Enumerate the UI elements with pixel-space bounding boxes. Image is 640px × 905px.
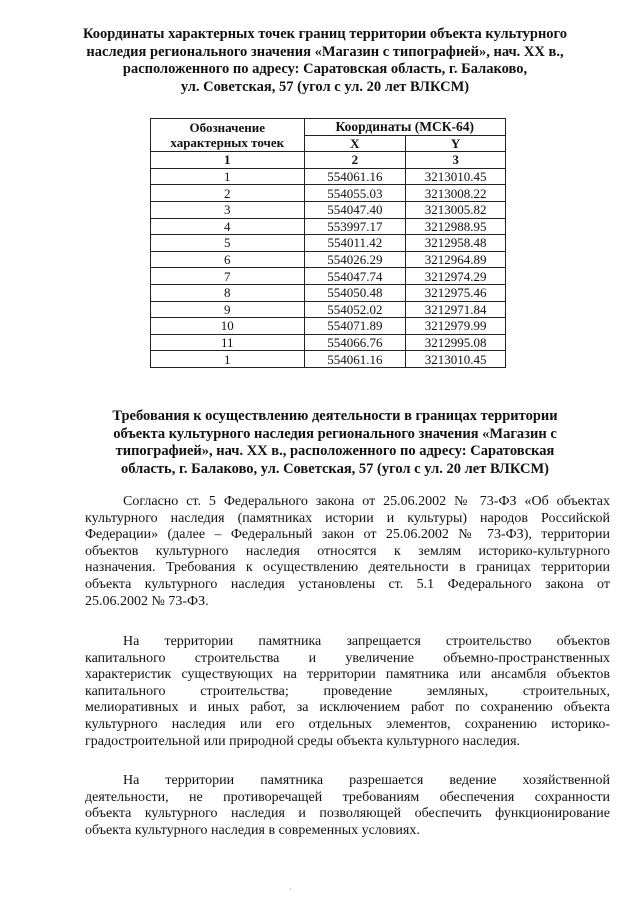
cell-point: 1	[151, 168, 305, 185]
cell-x: 554011.42	[304, 235, 406, 252]
title-line: ул. Советская, 57 (угол с ул. 20 лет ВЛКСМ)	[180, 78, 470, 95]
table-row	[151, 251, 506, 268]
paragraph-line: На территории памятника разрешается ведение хозяйственной	[123, 773, 610, 788]
cell-point: 7	[151, 268, 305, 285]
cell-point: 6	[151, 251, 305, 268]
header-col-number: 1	[151, 152, 305, 169]
header-point-name	[151, 119, 305, 152]
cell-y: 3212964.89	[406, 251, 506, 268]
requirements-title-line: область, г. Балаково, ул. Советская, 57 (угол с ул. 20 лет ВЛКСМ)	[120, 460, 550, 477]
paragraph-line: Согласно ст. 5 Федерального закона от 25.06.2002 № 73-ФЗ «Об объектах	[123, 494, 610, 509]
cell-y: 3212995.08	[406, 334, 506, 351]
paragraph-line: объектов культурного наследия относятся к землям историко-культурного	[85, 543, 610, 559]
cell-point: 4	[151, 218, 305, 235]
header-point-name-line2: характерных точек	[170, 135, 285, 151]
cell-x: 554052.02	[304, 301, 406, 318]
coordinates-title	[70, 26, 580, 96]
requirements-title-line: объекта культурного наследия регионального значения «Магазин с	[113, 425, 557, 442]
cell-point: 1	[151, 351, 305, 368]
table-row	[151, 284, 506, 301]
title-line: расположенного по адресу: Саратовская область, г. Балаково,	[122, 61, 528, 77]
header-y: Y	[406, 135, 506, 152]
paragraph-line: объекта культурного наследия установлены ст. 5.1 Федерального закона от	[85, 576, 610, 592]
cell-x: 554066.76	[304, 334, 406, 351]
paragraph-line: градостроительной или природной среды объекта культурного наследия.	[85, 733, 521, 749]
paragraph-line: назначения. Требования к осуществлению деятельности в границах территории	[85, 560, 610, 576]
cell-point: 9	[151, 301, 305, 318]
requirements-title-line: Требования к осуществлению деятельности в границах территории	[112, 408, 558, 424]
cell-y: 3212988.95	[406, 218, 506, 235]
paragraph-line: характеристик существующих на территории памятника или ансамбля объектов	[85, 667, 610, 683]
cell-y: 3212979.99	[406, 318, 506, 335]
requirements-title	[70, 408, 600, 478]
paragraph-line: капитального строительства; проведение земляных, строительных,	[85, 683, 610, 699]
paragraph-line: культурного наследия или его отдельных элементов, сохранению историко-	[85, 716, 610, 732]
paragraph-line: деятельности, не противоречащей требованиям обеспечения сохранности	[85, 789, 610, 805]
title-line: наследия регионального значения «Магазин с типографией», нач. XX в.,	[86, 43, 564, 60]
coordinates-table	[150, 118, 506, 368]
header-x: X	[304, 135, 406, 152]
table-row	[151, 318, 506, 335]
cell-x: 554047.74	[304, 268, 406, 285]
cell-x: 553997.17	[304, 218, 406, 235]
cell-y: 3212974.29	[406, 268, 506, 285]
cell-y: 3212958.48	[406, 235, 506, 252]
paragraph-line: мелиоративных и иных работ, за исключением работ по сохранению объекта	[85, 700, 610, 716]
paragraph-line: культурного наследия (памятниках истории и культуры) народов Российской	[85, 510, 610, 526]
cell-point: 11	[151, 334, 305, 351]
requirements-title-line: типографией», нач. XX в., расположенного по адресу: Саратовская	[115, 443, 555, 459]
cell-y: 3213010.45	[406, 351, 506, 368]
header-col-number: 3	[406, 152, 506, 169]
paragraph-line: объекта культурного наследия в современных условиях.	[85, 822, 420, 838]
cell-point: 5	[151, 235, 305, 252]
table-row	[151, 334, 506, 351]
paragraph-line: объекта культурного наследия и позволяющей обеспечить функционирование	[85, 806, 610, 822]
table-row	[151, 168, 506, 185]
paragraph-prohibitions	[85, 634, 610, 750]
cell-x: 554071.89	[304, 318, 406, 335]
cell-x: 554061.16	[304, 351, 406, 368]
paragraph-legal-basis	[85, 494, 610, 610]
cell-point: 8	[151, 284, 305, 301]
table-row	[151, 201, 506, 218]
table-row	[151, 351, 506, 368]
cell-x: 554026.29	[304, 251, 406, 268]
paragraph-line: Федерации» (далее – Федеральный закон от 25.06.2002 № 73-ФЗ), территории	[85, 527, 610, 543]
cell-point: 2	[151, 185, 305, 202]
cell-point: 10	[151, 318, 305, 335]
cell-point: 3	[151, 201, 305, 218]
cell-x: 554050.48	[304, 284, 406, 301]
header-coordinates: Координаты (МСК-64)	[304, 119, 505, 136]
table-row	[151, 301, 506, 318]
cell-x: 554055.03	[304, 185, 406, 202]
header-col-number: 2	[304, 152, 406, 169]
cell-y: 3213005.82	[406, 201, 506, 218]
table-row	[151, 235, 506, 252]
cell-y: 3212975.46	[406, 284, 506, 301]
paragraph-line: капитального строительства и увеличение объемно-пространственных	[85, 650, 610, 666]
header-point-name-line1: Обозначение	[189, 120, 265, 136]
scan-speck-icon: ·	[289, 884, 292, 894]
paragraph-line: На территории памятника запрещается строительство объектов	[123, 634, 610, 649]
paragraph-permissions	[85, 773, 610, 839]
table-row	[151, 185, 506, 202]
table-row	[151, 218, 506, 235]
cell-y: 3212971.84	[406, 301, 506, 318]
paragraph-line: 25.06.2002 № 73-ФЗ.	[85, 593, 209, 609]
title-line: Координаты характерных точек границ территории объекта культурного	[82, 26, 568, 42]
cell-x: 554061.16	[304, 168, 406, 185]
table-row	[151, 268, 506, 285]
cell-y: 3213010.45	[406, 168, 506, 185]
cell-x: 554047.40	[304, 201, 406, 218]
cell-y: 3213008.22	[406, 185, 506, 202]
